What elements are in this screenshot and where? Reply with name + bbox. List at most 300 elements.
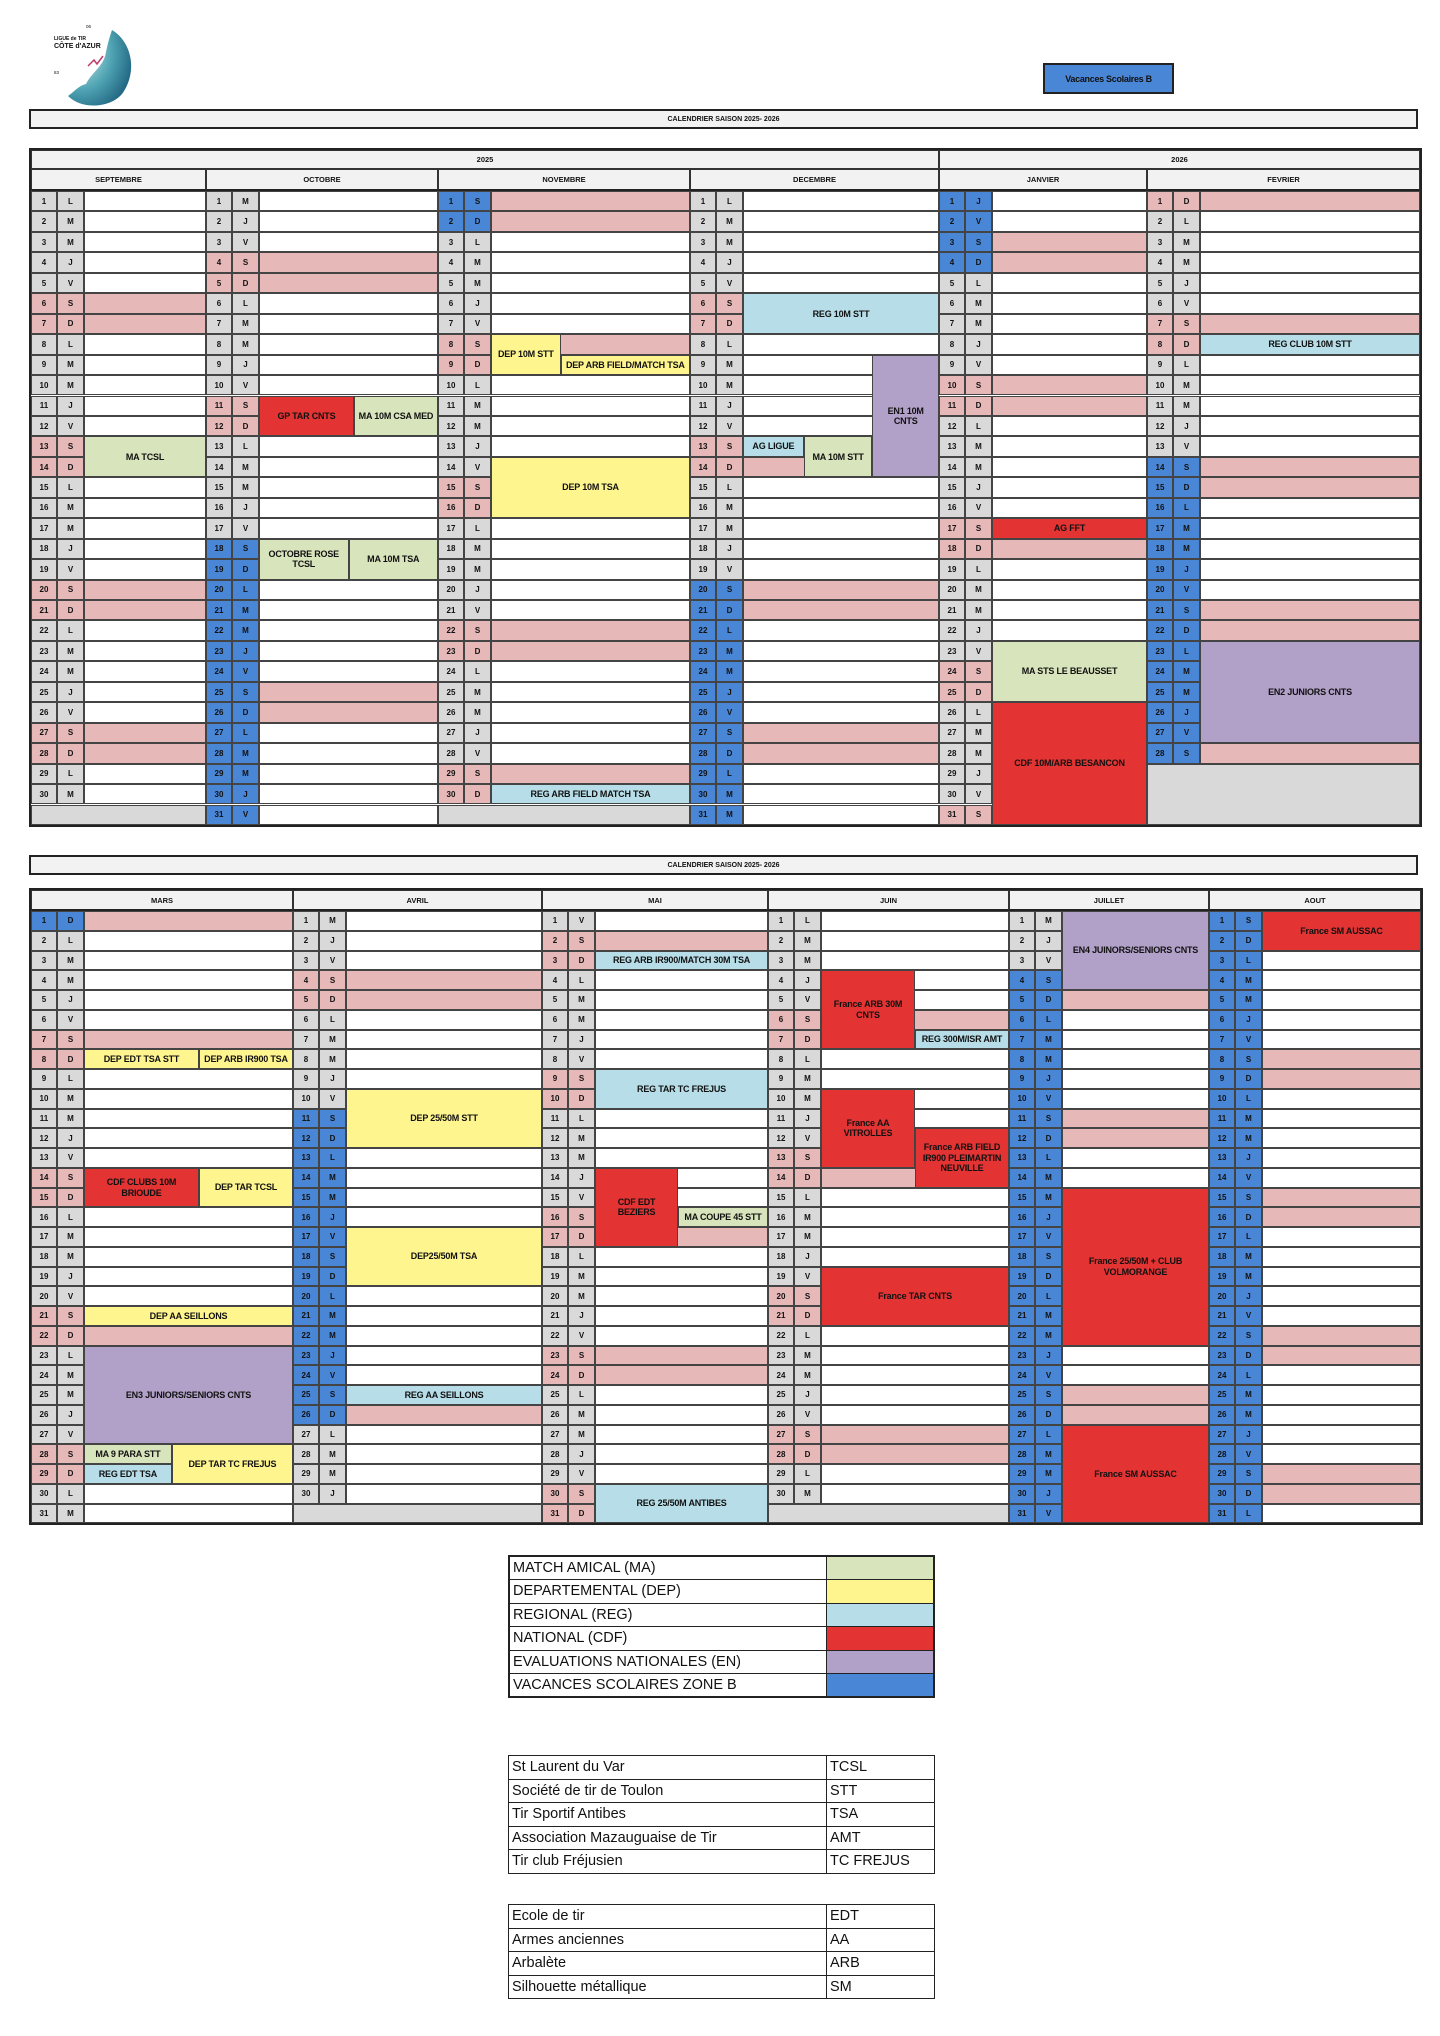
day-event-cell[interactable]: [84, 682, 206, 702]
day-event-cell[interactable]: [1200, 211, 1420, 231]
day-event-cell[interactable]: [259, 498, 438, 518]
day-event-cell[interactable]: [992, 416, 1147, 436]
day-event-cell[interactable]: [1200, 518, 1420, 538]
day-event-cell[interactable]: [491, 252, 690, 272]
day-event-cell[interactable]: [84, 970, 293, 990]
event-en[interactable]: EN2 JUNIORS CNTS: [1200, 641, 1420, 743]
day-event-cell[interactable]: [1062, 1168, 1209, 1188]
day-event-cell[interactable]: [743, 211, 939, 231]
day-event-cell[interactable]: [992, 620, 1147, 640]
day-event-cell[interactable]: [346, 951, 542, 971]
day-event-cell[interactable]: [491, 620, 690, 640]
day-event-cell[interactable]: [1262, 1444, 1421, 1464]
day-event-cell[interactable]: [743, 682, 939, 702]
event-ma[interactable]: MA 10M CSA MED: [354, 396, 438, 437]
day-event-cell[interactable]: [346, 1069, 542, 1089]
day-event-cell[interactable]: [84, 416, 206, 436]
day-event-cell[interactable]: [259, 682, 438, 702]
event-reg[interactable]: REG 300M/ISR AMT: [915, 1030, 1009, 1050]
event-cdf[interactable]: GP TAR CNTS: [259, 396, 354, 437]
event-dep[interactable]: DEP 10M STT: [491, 334, 561, 375]
day-event-cell[interactable]: [821, 1049, 1009, 1069]
event-dep[interactable]: DEP AA SEILLONS: [84, 1306, 293, 1326]
day-event-cell[interactable]: [743, 723, 939, 743]
day-event-cell[interactable]: [84, 990, 293, 1010]
day-event-cell[interactable]: [821, 951, 1009, 971]
day-event-cell[interactable]: [491, 396, 690, 416]
day-event-cell[interactable]: [992, 355, 1147, 375]
day-event-cell[interactable]: [259, 252, 438, 272]
day-event-cell[interactable]: [346, 990, 542, 1010]
day-event-cell[interactable]: [259, 600, 438, 620]
day-event-cell[interactable]: [743, 518, 939, 538]
day-event-cell[interactable]: [84, 498, 206, 518]
day-event-cell[interactable]: [743, 477, 939, 497]
event-dep[interactable]: DEP 25/50M STT: [346, 1089, 542, 1148]
day-event-cell[interactable]: [1200, 580, 1420, 600]
event-cdf[interactable]: France SM AUSSAC: [1262, 911, 1421, 951]
day-event-cell[interactable]: [491, 600, 690, 620]
day-event-cell[interactable]: [84, 1484, 293, 1504]
day-event-cell[interactable]: [595, 1148, 768, 1168]
day-event-cell[interactable]: [346, 1168, 542, 1188]
day-event-cell[interactable]: [346, 1425, 542, 1445]
event-cdf[interactable]: CDF CLUBS 10M BRIOUDE: [84, 1168, 199, 1208]
day-event-cell[interactable]: [346, 931, 542, 951]
day-event-cell[interactable]: [743, 641, 939, 661]
day-event-cell[interactable]: [1200, 477, 1420, 497]
day-event-cell[interactable]: [1062, 1030, 1209, 1050]
day-event-cell[interactable]: [84, 232, 206, 252]
day-event-cell[interactable]: [259, 518, 438, 538]
day-event-cell[interactable]: [821, 1247, 1009, 1267]
day-event-cell[interactable]: [1200, 498, 1420, 518]
event-ma[interactable]: MA 10M TSA: [349, 539, 439, 580]
day-event-cell[interactable]: [595, 1464, 768, 1484]
day-event-cell[interactable]: [1262, 1049, 1421, 1069]
day-event-cell[interactable]: [491, 661, 690, 681]
day-event-cell[interactable]: [1062, 1385, 1209, 1405]
day-event-cell[interactable]: [595, 1128, 768, 1148]
day-event-cell[interactable]: [992, 211, 1147, 231]
day-event-cell[interactable]: [743, 498, 939, 518]
day-event-cell[interactable]: [1200, 600, 1420, 620]
day-event-cell[interactable]: [743, 232, 939, 252]
day-event-cell[interactable]: [84, 951, 293, 971]
day-event-cell[interactable]: [259, 477, 438, 497]
day-event-cell[interactable]: [992, 252, 1147, 272]
day-event-cell[interactable]: [1262, 1069, 1421, 1089]
day-event-cell[interactable]: [821, 1227, 1009, 1247]
day-event-cell[interactable]: [84, 559, 206, 579]
day-event-cell[interactable]: [84, 702, 206, 722]
day-event-cell[interactable]: [259, 457, 438, 477]
event-cdf[interactable]: France 25/50M + CLUB VOLMORANGE: [1062, 1188, 1209, 1346]
event-cdf[interactable]: France ARB FIELD IR900 PLEIMARTIN NEUVILLE: [915, 1128, 1009, 1187]
day-event-cell[interactable]: [346, 1049, 542, 1069]
day-event-cell[interactable]: [491, 702, 690, 722]
day-event-cell[interactable]: [84, 931, 293, 951]
day-event-cell[interactable]: [346, 1306, 542, 1326]
day-event-cell[interactable]: [84, 273, 206, 293]
day-event-cell[interactable]: [1262, 1247, 1421, 1267]
day-event-cell[interactable]: [1062, 990, 1209, 1010]
day-event-cell[interactable]: [84, 252, 206, 272]
day-event-cell[interactable]: [259, 743, 438, 763]
day-event-cell[interactable]: [992, 273, 1147, 293]
day-event-cell[interactable]: [346, 1365, 542, 1385]
day-event-cell[interactable]: [1200, 375, 1420, 395]
day-event-cell[interactable]: [84, 911, 293, 931]
day-event-cell[interactable]: [1062, 1405, 1209, 1425]
day-event-cell[interactable]: [595, 1346, 768, 1366]
event-dep[interactable]: DEP 10M TSA: [491, 457, 690, 518]
day-event-cell[interactable]: [1262, 1089, 1421, 1109]
day-event-cell[interactable]: [491, 375, 690, 395]
day-event-cell[interactable]: [1262, 1207, 1421, 1227]
day-event-cell[interactable]: [743, 702, 939, 722]
day-event-cell[interactable]: [992, 314, 1147, 334]
day-event-cell[interactable]: [992, 457, 1147, 477]
day-event-cell[interactable]: [491, 539, 690, 559]
day-event-cell[interactable]: [595, 970, 768, 990]
day-event-cell[interactable]: [259, 702, 438, 722]
day-event-cell[interactable]: [491, 764, 690, 784]
event-dep[interactable]: DEP TAR TCSL: [199, 1168, 293, 1208]
event-reg[interactable]: REG ARB IR900/MATCH 30M TSA: [595, 951, 768, 971]
day-event-cell[interactable]: [821, 1346, 1009, 1366]
event-en[interactable]: EN4 JUINORS/SENIORS CNTS: [1062, 911, 1209, 990]
day-event-cell[interactable]: [1062, 1089, 1209, 1109]
day-event-cell[interactable]: [1200, 539, 1420, 559]
day-event-cell[interactable]: [259, 232, 438, 252]
event-dep[interactable]: DEP TAR TC FREJUS: [172, 1444, 293, 1484]
day-event-cell[interactable]: [259, 784, 438, 804]
event-reg[interactable]: REG 25/50M ANTIBES: [595, 1484, 768, 1524]
day-event-cell[interactable]: [821, 1425, 1009, 1445]
day-event-cell[interactable]: [84, 1227, 293, 1247]
day-event-cell[interactable]: [595, 1030, 768, 1050]
day-event-cell[interactable]: [259, 314, 438, 334]
day-event-cell[interactable]: [821, 911, 1009, 931]
day-event-cell[interactable]: [821, 1484, 1009, 1504]
event-ma[interactable]: MA COUPE 45 STT: [678, 1207, 768, 1227]
day-event-cell[interactable]: [491, 743, 690, 763]
day-event-cell[interactable]: [1262, 1385, 1421, 1405]
day-event-cell[interactable]: [595, 1365, 768, 1385]
day-event-cell[interactable]: [595, 911, 768, 931]
day-event-cell[interactable]: [491, 580, 690, 600]
day-event-cell[interactable]: [84, 477, 206, 497]
day-event-cell[interactable]: [1262, 1464, 1421, 1484]
day-event-cell[interactable]: [1200, 232, 1420, 252]
day-event-cell[interactable]: [84, 743, 206, 763]
event-cdf[interactable]: AG FFT: [992, 518, 1147, 538]
day-event-cell[interactable]: [743, 580, 939, 600]
day-event-cell[interactable]: [821, 1405, 1009, 1425]
day-event-cell[interactable]: [743, 273, 939, 293]
day-event-cell[interactable]: [1062, 1109, 1209, 1129]
day-event-cell[interactable]: [743, 784, 939, 804]
day-event-cell[interactable]: [1262, 1326, 1421, 1346]
event-cdf[interactable]: CDF 10M/ARB BESANCON: [992, 702, 1147, 825]
day-event-cell[interactable]: [1262, 951, 1421, 971]
day-event-cell[interactable]: [743, 743, 939, 763]
day-event-cell[interactable]: [743, 620, 939, 640]
event-reg[interactable]: AG LIGUE: [743, 436, 804, 456]
day-event-cell[interactable]: [595, 1267, 768, 1287]
day-event-cell[interactable]: [1062, 1049, 1209, 1069]
day-event-cell[interactable]: [84, 539, 206, 559]
event-reg[interactable]: REG CLUB 10M STT: [1200, 334, 1420, 354]
day-event-cell[interactable]: [992, 436, 1147, 456]
day-event-cell[interactable]: [84, 314, 206, 334]
day-event-cell[interactable]: [743, 600, 939, 620]
day-event-cell[interactable]: [821, 1207, 1009, 1227]
day-event-cell[interactable]: [491, 436, 690, 456]
day-event-cell[interactable]: [1262, 1267, 1421, 1287]
day-event-cell[interactable]: [259, 764, 438, 784]
day-event-cell[interactable]: [743, 334, 939, 354]
event-cdf[interactable]: France ARB 30M CNTS: [821, 970, 915, 1049]
day-event-cell[interactable]: [992, 477, 1147, 497]
day-event-cell[interactable]: [821, 1385, 1009, 1405]
day-event-cell[interactable]: [595, 1326, 768, 1346]
day-event-cell[interactable]: [346, 1464, 542, 1484]
day-event-cell[interactable]: [259, 293, 438, 313]
day-event-cell[interactable]: [821, 1069, 1009, 1089]
day-event-cell[interactable]: [84, 1286, 293, 1306]
day-event-cell[interactable]: [595, 1385, 768, 1405]
event-reg[interactable]: REG EDT TSA: [84, 1464, 172, 1484]
event-ma[interactable]: MA 10M STT: [804, 436, 873, 477]
day-event-cell[interactable]: [1062, 1346, 1209, 1366]
day-event-cell[interactable]: [84, 1109, 293, 1129]
day-event-cell[interactable]: [259, 661, 438, 681]
day-event-cell[interactable]: [1062, 1148, 1209, 1168]
event-cdf[interactable]: France TAR CNTS: [821, 1267, 1009, 1326]
day-event-cell[interactable]: [1200, 314, 1420, 334]
day-event-cell[interactable]: [259, 273, 438, 293]
day-event-cell[interactable]: [992, 498, 1147, 518]
day-event-cell[interactable]: [491, 518, 690, 538]
day-event-cell[interactable]: [84, 600, 206, 620]
day-event-cell[interactable]: [1262, 1286, 1421, 1306]
day-event-cell[interactable]: [1262, 1188, 1421, 1208]
day-event-cell[interactable]: [992, 191, 1147, 211]
day-event-cell[interactable]: [743, 252, 939, 272]
day-event-cell[interactable]: [84, 334, 206, 354]
day-event-cell[interactable]: [1062, 1128, 1209, 1148]
day-event-cell[interactable]: [595, 1425, 768, 1445]
day-event-cell[interactable]: [259, 723, 438, 743]
day-event-cell[interactable]: [84, 723, 206, 743]
day-event-cell[interactable]: [821, 1326, 1009, 1346]
day-event-cell[interactable]: [1200, 416, 1420, 436]
day-event-cell[interactable]: [346, 970, 542, 990]
day-event-cell[interactable]: [346, 1346, 542, 1366]
day-event-cell[interactable]: [84, 1247, 293, 1267]
day-event-cell[interactable]: [346, 1030, 542, 1050]
day-event-cell[interactable]: [259, 620, 438, 640]
day-event-cell[interactable]: [84, 396, 206, 416]
day-event-cell[interactable]: [1262, 1365, 1421, 1385]
day-event-cell[interactable]: [491, 641, 690, 661]
day-event-cell[interactable]: [84, 1504, 293, 1524]
day-event-cell[interactable]: [84, 375, 206, 395]
day-event-cell[interactable]: [491, 559, 690, 579]
day-event-cell[interactable]: [1062, 1365, 1209, 1385]
event-ma[interactable]: OCTOBRE ROSE TCSL: [259, 539, 349, 580]
day-event-cell[interactable]: [821, 1464, 1009, 1484]
day-event-cell[interactable]: [346, 1010, 542, 1030]
day-event-cell[interactable]: [491, 723, 690, 743]
day-event-cell[interactable]: [84, 620, 206, 640]
event-reg[interactable]: REG TAR TC FREJUS: [595, 1069, 768, 1109]
event-en[interactable]: EN1 10M CNTS: [872, 355, 939, 478]
day-event-cell[interactable]: [346, 1405, 542, 1425]
day-event-cell[interactable]: [346, 1484, 542, 1504]
day-event-cell[interactable]: [1062, 1010, 1209, 1030]
day-event-cell[interactable]: [743, 191, 939, 211]
day-event-cell[interactable]: [259, 191, 438, 211]
day-event-cell[interactable]: [259, 805, 438, 825]
event-dep[interactable]: DEP25/50M TSA: [346, 1227, 542, 1286]
day-event-cell[interactable]: [1262, 990, 1421, 1010]
day-event-cell[interactable]: [1200, 743, 1420, 763]
day-event-cell[interactable]: [992, 375, 1147, 395]
day-event-cell[interactable]: [1200, 396, 1420, 416]
day-event-cell[interactable]: [84, 355, 206, 375]
day-event-cell[interactable]: [992, 539, 1147, 559]
day-event-cell[interactable]: [84, 1010, 293, 1030]
day-event-cell[interactable]: [595, 1049, 768, 1069]
day-event-cell[interactable]: [1200, 252, 1420, 272]
day-event-cell[interactable]: [595, 1247, 768, 1267]
day-event-cell[interactable]: [84, 580, 206, 600]
event-reg[interactable]: REG ARB FIELD MATCH TSA: [491, 784, 690, 804]
day-event-cell[interactable]: [1262, 1168, 1421, 1188]
day-event-cell[interactable]: [1200, 620, 1420, 640]
day-event-cell[interactable]: [595, 1306, 768, 1326]
day-event-cell[interactable]: [1200, 457, 1420, 477]
day-event-cell[interactable]: [743, 764, 939, 784]
day-event-cell[interactable]: [1200, 355, 1420, 375]
day-event-cell[interactable]: [84, 1030, 293, 1050]
day-event-cell[interactable]: [595, 990, 768, 1010]
event-dep[interactable]: DEP ARB FIELD/MATCH TSA: [561, 355, 690, 375]
day-event-cell[interactable]: [84, 1128, 293, 1148]
day-event-cell[interactable]: [992, 600, 1147, 620]
day-event-cell[interactable]: [491, 314, 690, 334]
day-event-cell[interactable]: [346, 1286, 542, 1306]
event-cdf[interactable]: France AA VITROLLES: [821, 1089, 915, 1168]
day-event-cell[interactable]: [1262, 1109, 1421, 1129]
day-event-cell[interactable]: [491, 293, 690, 313]
day-event-cell[interactable]: [491, 191, 690, 211]
day-event-cell[interactable]: [1262, 1425, 1421, 1445]
day-event-cell[interactable]: [1262, 1010, 1421, 1030]
day-event-cell[interactable]: [346, 1207, 542, 1227]
day-event-cell[interactable]: [259, 580, 438, 600]
event-cdf[interactable]: CDF EDT BEZIERS: [595, 1168, 678, 1247]
event-reg[interactable]: REG AA SEILLONS: [346, 1385, 542, 1405]
day-event-cell[interactable]: [346, 1444, 542, 1464]
day-event-cell[interactable]: [84, 191, 206, 211]
day-event-cell[interactable]: [992, 396, 1147, 416]
event-ma[interactable]: MA 9 PARA STT: [84, 1444, 172, 1464]
day-event-cell[interactable]: [259, 334, 438, 354]
day-event-cell[interactable]: [259, 355, 438, 375]
day-event-cell[interactable]: [1262, 1405, 1421, 1425]
day-event-cell[interactable]: [595, 1010, 768, 1030]
day-event-cell[interactable]: [84, 1267, 293, 1287]
day-event-cell[interactable]: [1262, 1227, 1421, 1247]
day-event-cell[interactable]: [346, 1188, 542, 1208]
day-event-cell[interactable]: [1200, 191, 1420, 211]
day-event-cell[interactable]: [992, 559, 1147, 579]
day-event-cell[interactable]: [743, 805, 939, 825]
day-event-cell[interactable]: [84, 784, 206, 804]
vacances-scolaires-button[interactable]: Vacances Scolaires B: [1043, 63, 1174, 94]
day-event-cell[interactable]: [84, 1207, 293, 1227]
day-event-cell[interactable]: [259, 211, 438, 231]
day-event-cell[interactable]: [491, 273, 690, 293]
day-event-cell[interactable]: [992, 334, 1147, 354]
day-event-cell[interactable]: [1200, 436, 1420, 456]
day-event-cell[interactable]: [821, 1444, 1009, 1464]
day-event-cell[interactable]: [743, 539, 939, 559]
day-event-cell[interactable]: [491, 682, 690, 702]
day-event-cell[interactable]: [84, 661, 206, 681]
event-dep[interactable]: DEP ARB IR900 TSA: [199, 1049, 293, 1069]
day-event-cell[interactable]: [84, 764, 206, 784]
day-event-cell[interactable]: [1262, 1148, 1421, 1168]
day-event-cell[interactable]: [1262, 1030, 1421, 1050]
day-event-cell[interactable]: [84, 1326, 293, 1346]
day-event-cell[interactable]: [1262, 1306, 1421, 1326]
day-event-cell[interactable]: [491, 416, 690, 436]
event-ma[interactable]: MA STS LE BEAUSSET: [992, 641, 1147, 702]
day-event-cell[interactable]: [346, 1326, 542, 1346]
day-event-cell[interactable]: [992, 580, 1147, 600]
day-event-cell[interactable]: [992, 232, 1147, 252]
day-event-cell[interactable]: [743, 661, 939, 681]
day-event-cell[interactable]: [1262, 1346, 1421, 1366]
event-dep[interactable]: DEP EDT TSA STT: [84, 1049, 199, 1069]
day-event-cell[interactable]: [259, 641, 438, 661]
day-event-cell[interactable]: [1262, 1128, 1421, 1148]
event-en[interactable]: EN3 JUNIORS/SENIORS CNTS: [84, 1346, 293, 1445]
day-event-cell[interactable]: [1200, 293, 1420, 313]
day-event-cell[interactable]: [84, 1069, 293, 1089]
day-event-cell[interactable]: [595, 931, 768, 951]
day-event-cell[interactable]: [1262, 1484, 1421, 1504]
day-event-cell[interactable]: [84, 641, 206, 661]
day-event-cell[interactable]: [595, 1109, 768, 1129]
day-event-cell[interactable]: [84, 211, 206, 231]
day-event-cell[interactable]: [84, 518, 206, 538]
day-event-cell[interactable]: [1062, 1069, 1209, 1089]
event-reg[interactable]: REG 10M STT: [743, 293, 939, 334]
day-event-cell[interactable]: [821, 1188, 1009, 1208]
day-event-cell[interactable]: [346, 911, 542, 931]
event-ma[interactable]: MA TCSL: [84, 436, 206, 477]
day-event-cell[interactable]: [595, 1444, 768, 1464]
day-event-cell[interactable]: [595, 1405, 768, 1425]
day-event-cell[interactable]: [743, 559, 939, 579]
day-event-cell[interactable]: [259, 375, 438, 395]
